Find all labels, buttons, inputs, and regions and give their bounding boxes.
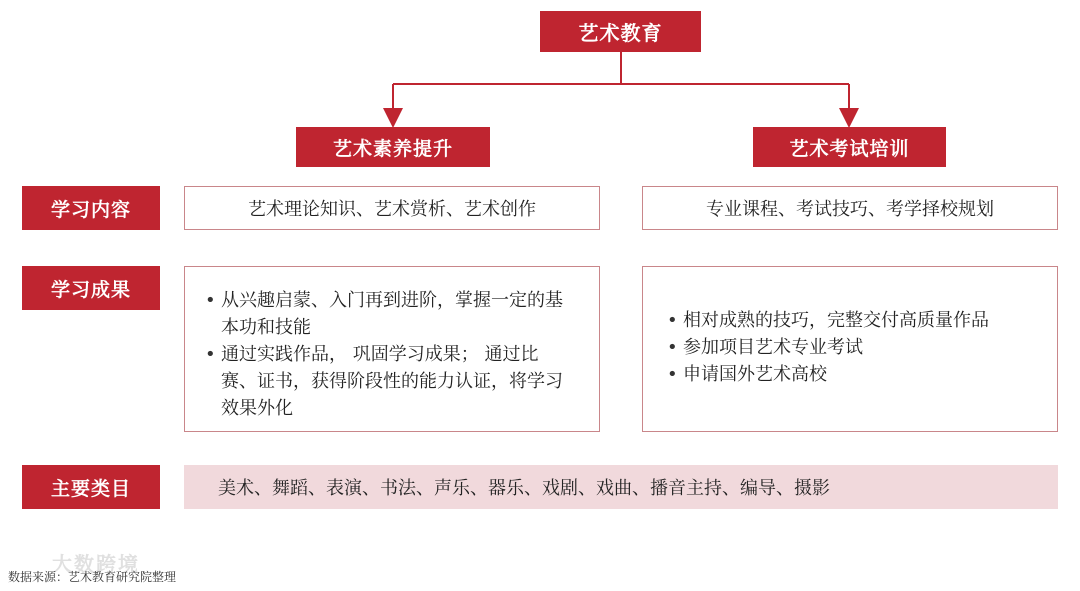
results-left-item: • 通过实践作品， 巩固学习成果； 通过比赛、证书，获得阶段性的能力认证，将学习效果外化 [203,341,569,422]
results-right-box [642,266,1058,432]
content-right-box: 专业课程、考试技巧、考学择校规划 [642,186,1058,230]
results-right-item: • 相对成熟的技巧，完整交付高质量作品 [665,307,1037,334]
categories-band [184,465,1058,509]
branch-right-header: 艺术考试培训 [753,127,946,167]
row-label-categories: 主要类目 [22,465,160,509]
row-label-content: 学习内容 [22,186,160,230]
categories-text: 美术、舞蹈、表演、书法、声乐、器乐、戏剧、戏曲、播音主持、编导、摄影 [218,478,830,499]
results-left-box [184,266,600,432]
content-left-box: 艺术理论知识、艺术赏析、艺术创作 [184,186,600,230]
results-right-list [665,307,1037,388]
root-node: 艺术教育 [540,11,701,52]
results-right-item: • 申请国外艺术高校 [665,361,1037,388]
watermark-logo: 大数跨境 [52,552,140,576]
branch-left-header: 艺术素养提升 [296,127,490,167]
results-left-list [203,287,569,422]
results-left-item: • 从兴趣启蒙、入门再到进阶，掌握一定的基本功和技能 [203,287,569,341]
results-right-item: • 参加项目艺术专业考试 [665,334,1037,361]
row-label-results: 学习成果 [22,266,160,310]
source-footnote: 数据来源：艺术教育研究院整理 [8,570,177,584]
